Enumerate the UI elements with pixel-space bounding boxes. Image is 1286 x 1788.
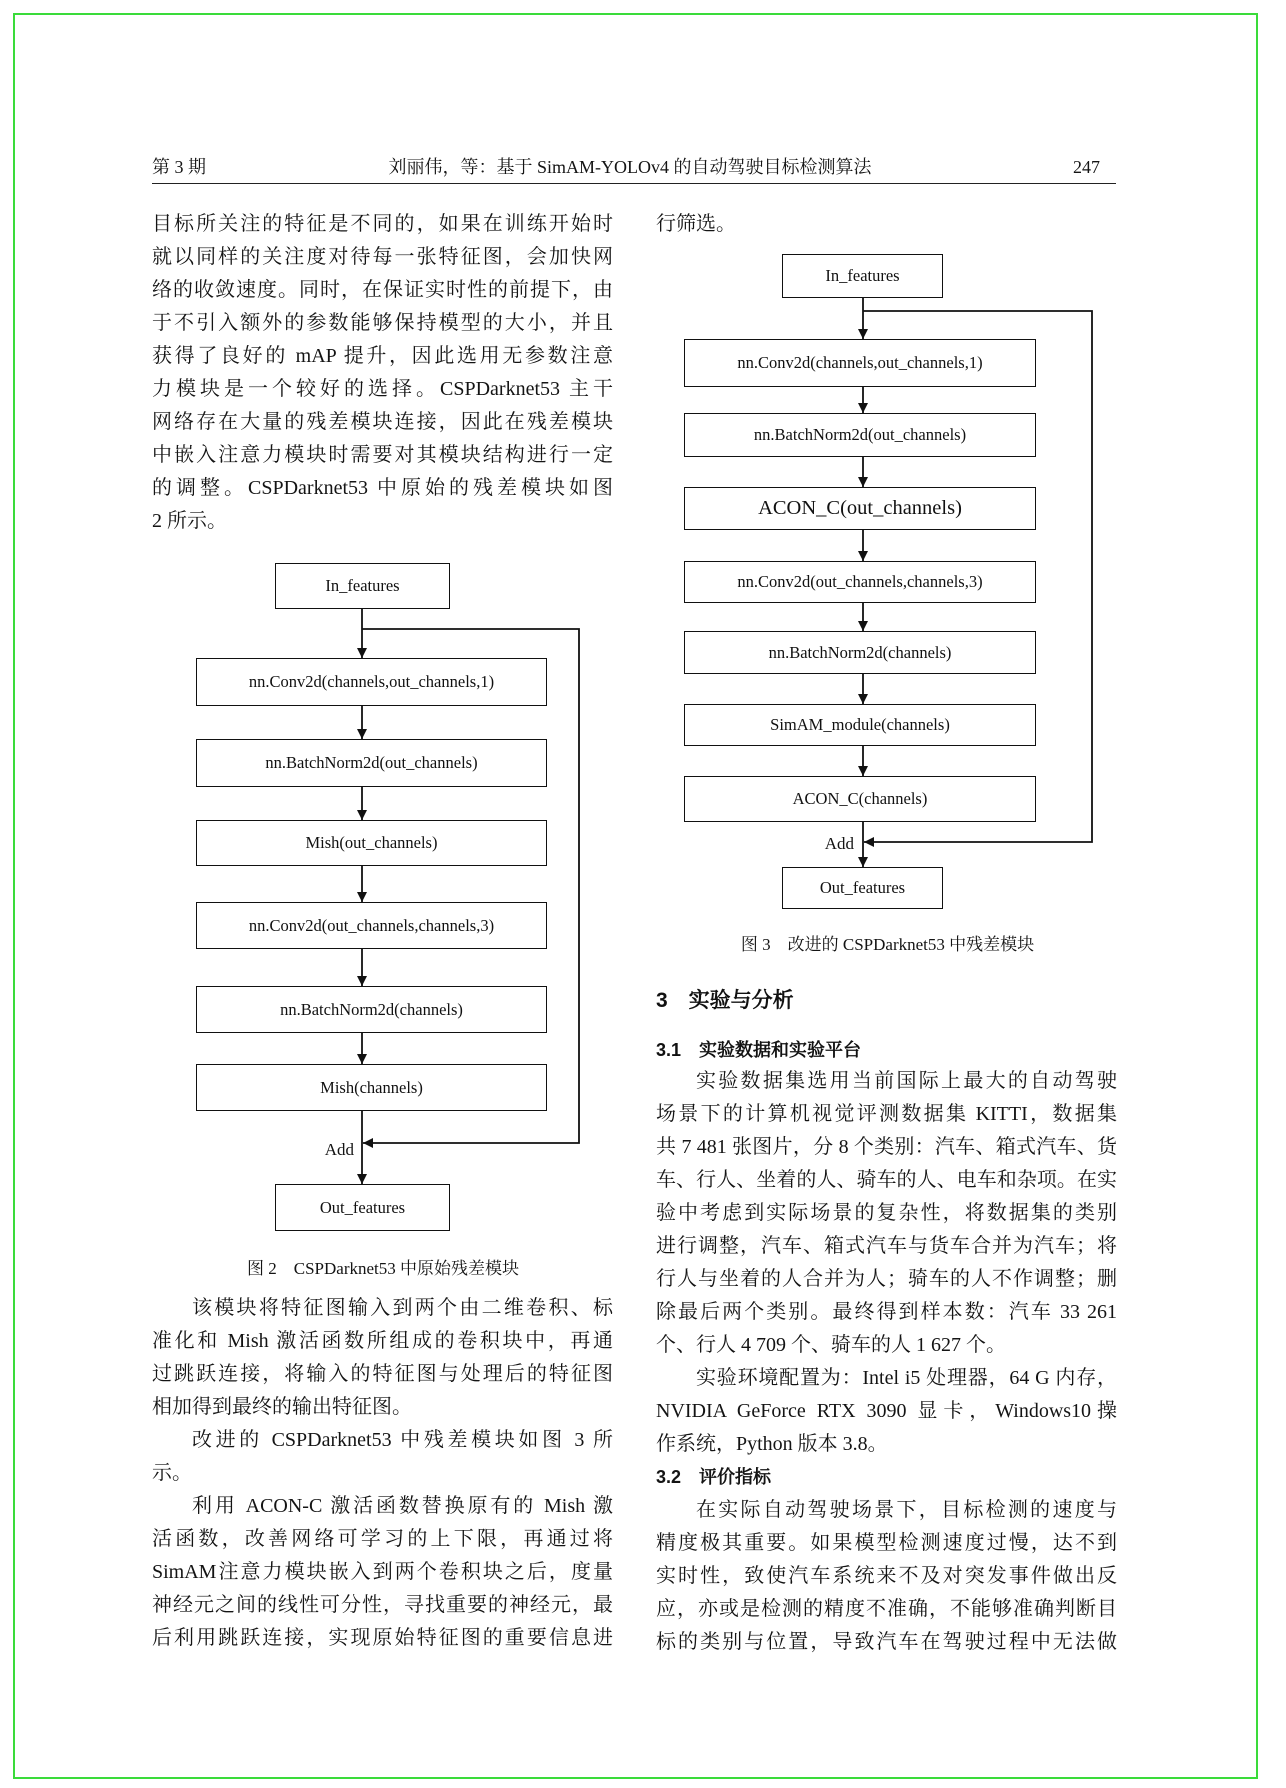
right-carry-over [656, 208, 1117, 241]
text-line: NVIDIA GeForce RTX 3090 显卡，Windows10操 [656, 1400, 1117, 1422]
fig3-layer-box: nn.BatchNorm2d(out_channels) [684, 413, 1036, 457]
fig3-input-box: In_features [782, 254, 943, 298]
left-paragraphs-2 [152, 1292, 613, 1655]
fig2-layer-box: Mish(channels) [196, 1064, 547, 1111]
text-line: 除最后两个类别。最终得到样本数：汽车 33 261 [656, 1301, 1117, 1323]
fig2-add-label: Add [324, 1140, 354, 1159]
text-line: 进行调整，汽车、箱式汽车与货车合并为汽车；将 [656, 1235, 1117, 1257]
text-line: 场景下的计算机视觉评测数据集 KITTI，数据集 [656, 1103, 1117, 1125]
fig3-caption: 图 3 改进的 CSPDarknet53 中残差模块 [740, 935, 1035, 954]
text-line: 后利用跳跃连接，实现原始特征图的重要信息进 [152, 1627, 613, 1649]
text-line: 改进的 CSPDarknet53 中残差模块如图 3 所 [192, 1429, 613, 1451]
text-line: 就以同样的关注度对待每一张特征图，会加快网 [152, 246, 613, 268]
section-3-1-title: 3.1 实验数据和实验平台 [656, 1040, 862, 1060]
text-line: 实验环境配置为：Intel i5 处理器，64 G 内存， [696, 1367, 1117, 1389]
fig3-layer-box: nn.Conv2d(channels,out_channels,1) [684, 339, 1036, 387]
fig3-layer-box: nn.BatchNorm2d(channels) [684, 631, 1036, 674]
fig3-layer-box: ACON_C(out_channels) [684, 487, 1036, 530]
text-line: 精度极其重要。如果模型检测速度过慢，达不到 [656, 1532, 1117, 1554]
fig2-layer-box: Mish(out_channels) [196, 820, 547, 866]
text-line: 验中考虑到实际场景的复杂性，将数据集的类别 [656, 1202, 1117, 1224]
text-line: 力模块是一个较好的选择。CSPDarknet53 主干 [152, 378, 613, 400]
fig2-layer-box: nn.BatchNorm2d(channels) [196, 986, 547, 1033]
fig2-layer-box: nn.Conv2d(out_channels,channels,3) [196, 902, 547, 949]
right-body [656, 1065, 1117, 1659]
text-line: 共 7 481 张图片，分 8 个类别：汽车、箱式汽车、货 [656, 1136, 1117, 1158]
text-line: 该模块将特征图输入到两个由二维卷积、标 [192, 1297, 613, 1319]
left-paragraph-1 [152, 208, 613, 538]
text-line: 目标所关注的特征是不同的，如果在训练开始时 [152, 213, 613, 235]
text-line: 络的收敛速度。同时，在保证实时性的前提下，由 [152, 279, 613, 301]
text-line: 行人与坐着的人合并为人；骑车的人不作调整；删 [656, 1268, 1117, 1290]
text-line: 应，亦或是检测的精度不准确，不能够准确判断目 [656, 1598, 1117, 1620]
section-3-2-title: 3.2 评价指标 [656, 1467, 772, 1487]
header-page-number: 247 [1073, 157, 1100, 177]
fig3-layer-box: SimAM_module(channels) [684, 704, 1036, 746]
fig3-layer-box: nn.Conv2d(out_channels,channels,3) [684, 561, 1036, 603]
text-line: 相加得到最终的输出特征图。 [152, 1396, 412, 1418]
fig2-layer-box: nn.Conv2d(channels,out_channels,1) [196, 658, 547, 706]
header-rule [152, 183, 1116, 184]
fig3-output-box: Out_features [782, 867, 943, 909]
section-3-title: 3 实验与分析 [656, 989, 794, 1012]
text-line: 准化和 Mish 激活函数所组成的卷积块中，再通 [152, 1330, 613, 1352]
text-line: 神经元之间的线性可分性，寻找重要的神经元，最 [152, 1594, 613, 1616]
text-line: 活函数，改善网络可学习的上下限，再通过将 [152, 1528, 613, 1550]
fig2-output-box: Out_features [275, 1184, 450, 1231]
text-line: 于不引入额外的参数能够保持模型的大小，并且 [152, 312, 613, 334]
text-line: 示。 [152, 1462, 192, 1484]
fig3-layer-box: ACON_C(channels) [684, 776, 1036, 822]
text-line: 利用 ACON-C 激活函数替换原有的 Mish 激 [192, 1495, 613, 1517]
text-line: 行筛选。 [656, 213, 736, 235]
text-line: 获得了良好的 mAP 提升，因此选用无参数注意 [152, 345, 613, 367]
header-title: 刘丽伟，等：基于 SimAM-YOLOv4 的自动驾驶目标检测算法 [388, 157, 872, 177]
text-line: 网络存在大量的残差模块连接，因此在残差模块 [152, 411, 613, 433]
text-line: 实时性，致使汽车系统来不及对突发事件做出反 [656, 1565, 1117, 1587]
fig2-input-box: In_features [275, 563, 450, 609]
text-line: SimAM注意力模块嵌入到两个卷积块之后，度量 [152, 1561, 613, 1583]
fig2-caption: 图 2 CSPDarknet53 中原始残差模块 [247, 1259, 519, 1278]
text-line: 标的类别与位置，导致汽车在驾驶过程中无法做 [656, 1631, 1117, 1653]
text-line: 作系统，Python 版本 3.8。 [656, 1433, 888, 1455]
header-issue: 第 3 期 [152, 157, 206, 177]
fig3-add-label: Add [824, 834, 854, 853]
text-line: 中嵌入注意力模块时需要对其模块结构进行一定 [152, 444, 613, 466]
text-line: 实验数据集选用当前国际上最大的自动驾驶 [696, 1070, 1117, 1092]
text-line: 过跳跃连接，将输入的特征图与处理后的特征图 [152, 1363, 613, 1385]
text-line: 的调整。CSPDarknet53 中原始的残差模块如图 [152, 477, 613, 499]
text-line: 个、行人 4 709 个、骑车的人 1 627 个。 [656, 1334, 1006, 1356]
text-line: 在实际自动驾驶场景下，目标检测的速度与 [696, 1499, 1117, 1521]
text-line: 车、行人、坐着的人、骑车的人、电车和杂项。在实 [656, 1169, 1117, 1191]
fig2-layer-box: nn.BatchNorm2d(out_channels) [196, 739, 547, 787]
text-line: 2 所示。 [152, 510, 227, 532]
